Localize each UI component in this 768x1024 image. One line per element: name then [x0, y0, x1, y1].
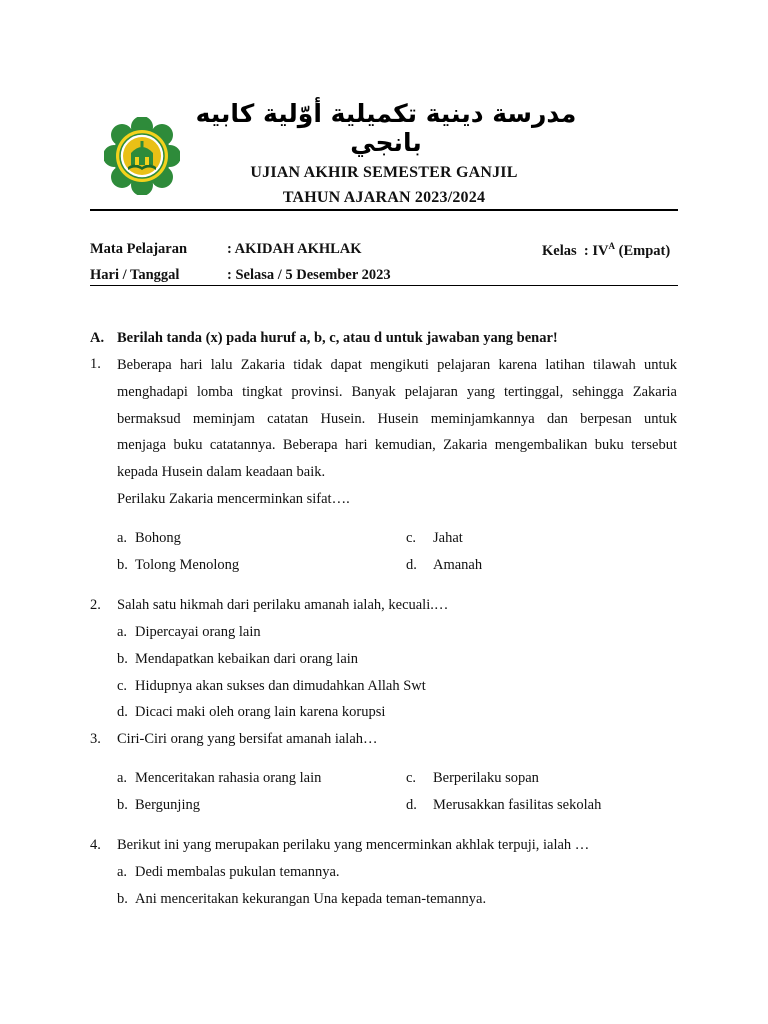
question-number: 4. — [90, 837, 101, 853]
option-text: Menceritakan rahasia orang lain — [135, 770, 322, 786]
arabic-school-name: مدرسة دينية تكميلية أوّلية كابيه بانجي — [195, 99, 577, 157]
question-number: 3. — [90, 731, 101, 747]
option-letter: c. — [406, 530, 417, 546]
option-letter: d. — [406, 557, 417, 573]
option-letter: b. — [117, 651, 128, 667]
section-instruction: Berilah tanda (x) pada huruf a, b, c, atau d untuk jawaban yang benar! — [117, 330, 558, 346]
info-divider — [90, 285, 678, 286]
question-1-line: bermaksud meminjam catatan Husein. Husein meminjamkannya dan berpesan untuk — [117, 410, 677, 427]
option-text: Berperilaku sopan — [433, 770, 539, 786]
option-letter: d. — [117, 704, 128, 720]
exam-title: UJIAN AKHIR SEMESTER GANJIL — [250, 164, 518, 181]
option-letter: b. — [117, 891, 128, 907]
option-letter: a. — [117, 770, 128, 786]
option-text: Tolong Menolong — [135, 557, 240, 573]
option-text: Bergunjing — [135, 797, 200, 813]
class-label: Kelas — [542, 242, 577, 259]
question-1-prompt: Perilaku Zakaria mencerminkan sifat…. — [117, 490, 350, 507]
option-letter: d. — [406, 797, 417, 813]
section-letter: A. — [90, 330, 105, 346]
option-letter: a. — [117, 864, 128, 880]
class-suffix: (Empat) — [618, 242, 671, 259]
option-text: Dicaci maki oleh orang lain karena korupsi — [135, 704, 386, 720]
option-text: Hidupnya akan sukses dan dimudahkan Allah Swt — [135, 678, 426, 694]
question-1-body — [117, 352, 677, 513]
header-divider — [90, 209, 678, 211]
question-1-line: menjaga buku catatannya. Beberapa hari kemudian, Zakaria mengembalikan buku tersebut — [117, 437, 677, 454]
class-colon: : — [583, 242, 589, 259]
option-letter: b. — [117, 557, 128, 573]
option-letter: b. — [117, 797, 128, 813]
class-superscript: A — [608, 241, 615, 251]
option-text: Jahat — [433, 530, 463, 546]
class-info — [542, 241, 670, 260]
option-text: Mendapatkan kebaikan dari orang lain — [135, 651, 359, 667]
option-letter: c. — [406, 770, 417, 786]
question-prompt: Berikut ini yang merupakan perilaku yang mencerminkan akhlak terpuji, ialah … — [117, 837, 590, 853]
date-value: : Selasa / 5 Desember 2023 — [227, 267, 391, 283]
class-value: IV — [592, 242, 609, 259]
subject-label: Mata Pelajaran — [90, 241, 188, 257]
date-label: Hari / Tanggal — [90, 267, 180, 283]
question-prompt: Ciri-Ciri orang yang bersifat amanah ialah… — [117, 731, 378, 747]
option-text: Dipercayai orang lain — [135, 624, 261, 640]
question-number: 1. — [90, 356, 101, 372]
option-text: Amanah — [433, 557, 483, 573]
question-1-line: Beberapa hari lalu Zakaria tidak dapat mengikuti pelajaran karena latihan tilawah untuk — [117, 357, 677, 373]
question-number: 2. — [90, 597, 101, 613]
option-letter: a. — [117, 624, 128, 640]
option-text: Bohong — [135, 530, 181, 546]
option-text: Dedi membalas pukulan temannya. — [135, 864, 340, 880]
question-1-line: menghadapi lomba tingkat provinsi. Banyak pelajaran yang tertinggal, sehingga Zakaria — [117, 383, 677, 400]
option-text: Ani menceritakan kekurangan Una kepada teman-temannya. — [135, 891, 487, 907]
option-letter: a. — [117, 530, 128, 546]
question-1-line: kepada Husein dalam keadaan baik. — [117, 464, 326, 481]
question-prompt: Salah satu hikmah dari perilaku amanah ialah, kecuali.… — [117, 597, 449, 613]
option-text: Merusakkan fasilitas sekolah — [433, 797, 602, 813]
subject-value: : AKIDAH AKHLAK — [227, 241, 362, 257]
option-letter: c. — [117, 678, 128, 694]
academic-year: TAHUN AJARAN 2023/2024 — [282, 189, 486, 206]
